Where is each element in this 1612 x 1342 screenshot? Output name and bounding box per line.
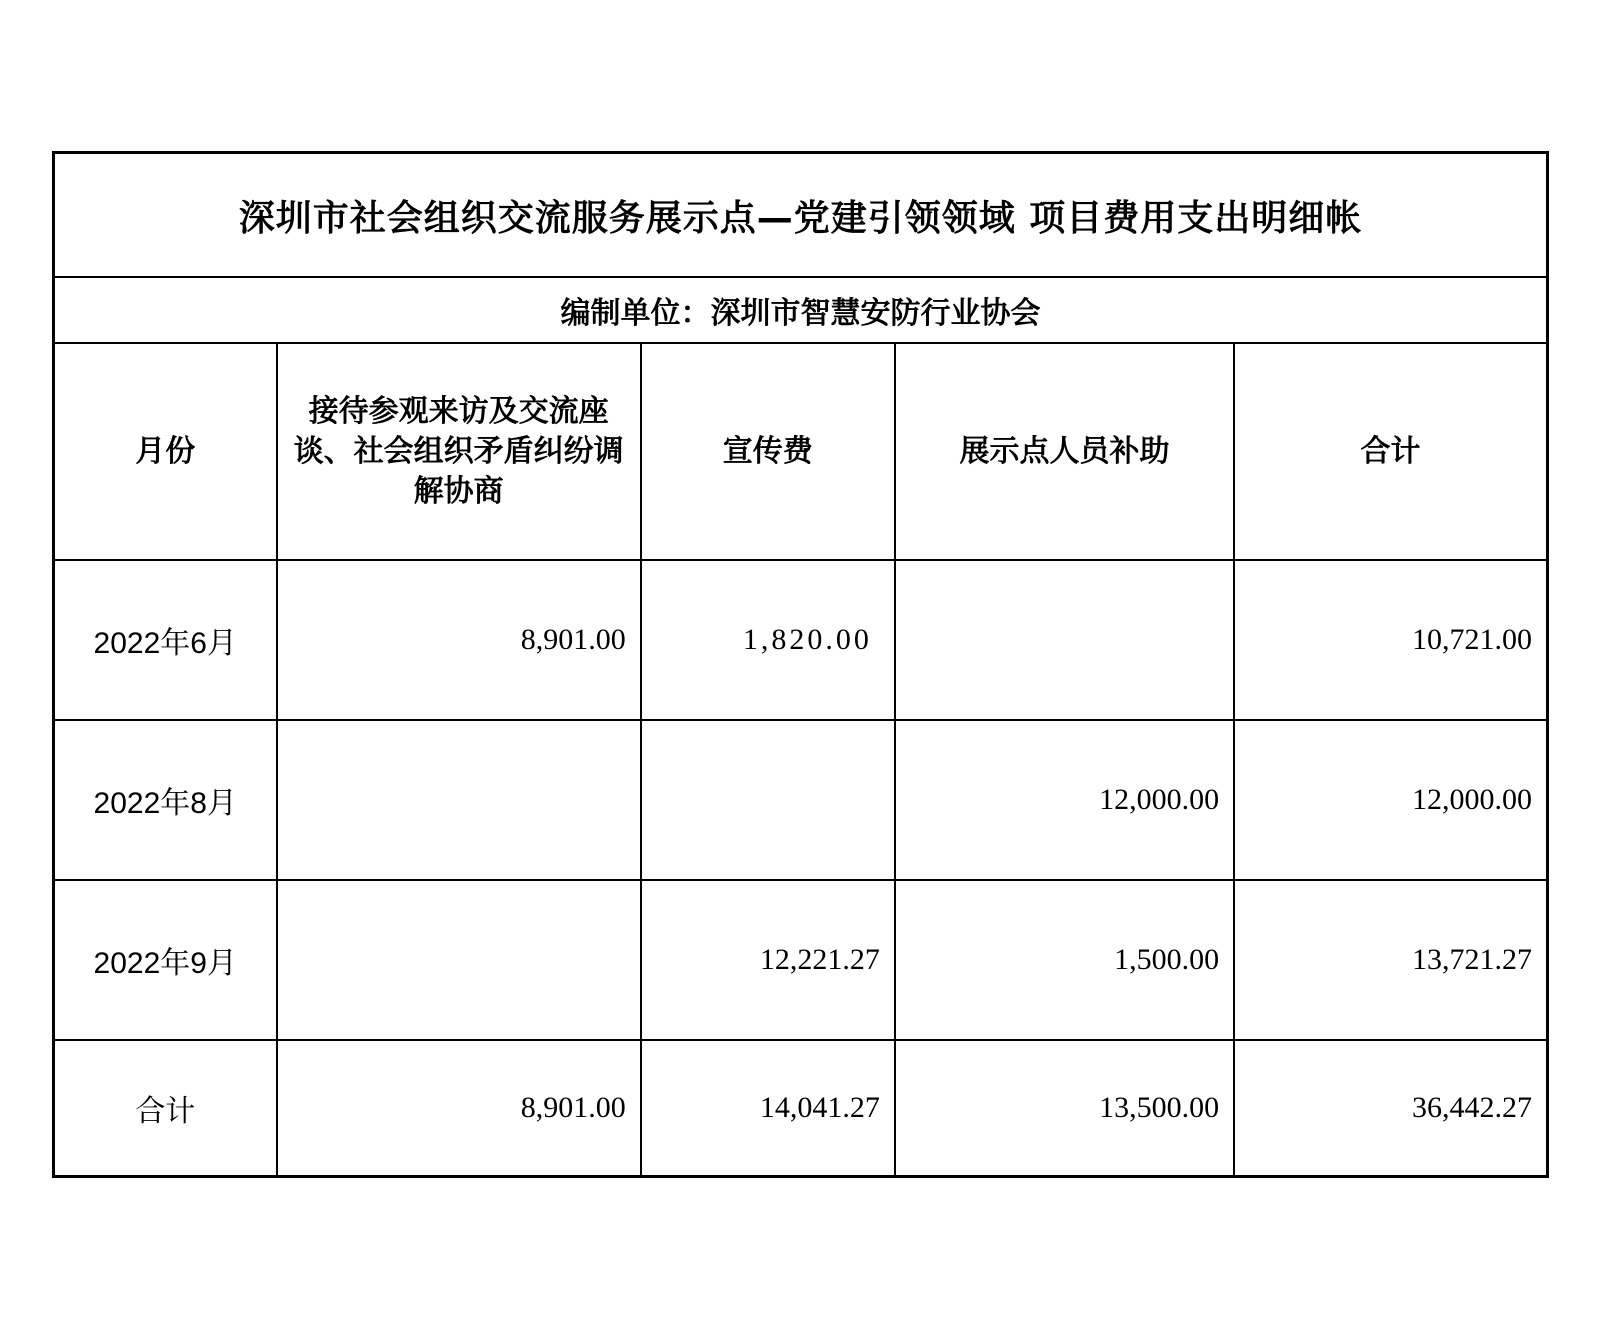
header-publicity: 宣传费 xyxy=(641,343,895,560)
totals-label: 合计 xyxy=(54,1040,277,1177)
total-cell: 13,721.27 xyxy=(1234,880,1547,1040)
header-month: 月份 xyxy=(54,343,277,560)
total-reception-cell: 8,901.00 xyxy=(277,1040,641,1177)
month-cell: 2022年8月 xyxy=(54,720,277,880)
grand-total-cell: 36,442.27 xyxy=(1234,1040,1547,1177)
header-reception: 接待参观来访及交流座谈、社会组织矛盾纠纷调解协商 xyxy=(277,343,641,560)
publicity-cell: 12,221.27 xyxy=(641,880,895,1040)
publicity-cell xyxy=(641,720,895,880)
total-staff-subsidy-cell: 13,500.00 xyxy=(895,1040,1234,1177)
table-row xyxy=(54,560,1548,720)
total-cell: 10,721.00 xyxy=(1234,560,1547,720)
expense-ledger-table xyxy=(52,151,1549,1178)
compiler-row xyxy=(54,277,1548,343)
table-row xyxy=(54,880,1548,1040)
table-row xyxy=(54,720,1548,880)
header-staff-subsidy: 展示点人员补助 xyxy=(895,343,1234,560)
staff-subsidy-cell: 1,500.00 xyxy=(895,880,1234,1040)
total-publicity-cell: 14,041.27 xyxy=(641,1040,895,1177)
compiling-unit: 编制单位：深圳市智慧安防行业协会 xyxy=(54,277,1548,343)
header-row xyxy=(54,343,1548,560)
header-total: 合计 xyxy=(1234,343,1547,560)
staff-subsidy-cell xyxy=(895,560,1234,720)
reception-cell xyxy=(277,720,641,880)
publicity-cell: 1,820.00 xyxy=(641,560,895,720)
document-title: 深圳市社会组织交流服务展示点—党建引领领域 项目费用支出明细帐 xyxy=(54,153,1548,278)
reception-cell: 8,901.00 xyxy=(277,560,641,720)
month-cell: 2022年9月 xyxy=(54,880,277,1040)
total-cell: 12,000.00 xyxy=(1234,720,1547,880)
totals-row xyxy=(54,1040,1548,1177)
month-cell: 2022年6月 xyxy=(54,560,277,720)
title-row xyxy=(54,153,1548,278)
reception-cell xyxy=(277,880,641,1040)
staff-subsidy-cell: 12,000.00 xyxy=(895,720,1234,880)
